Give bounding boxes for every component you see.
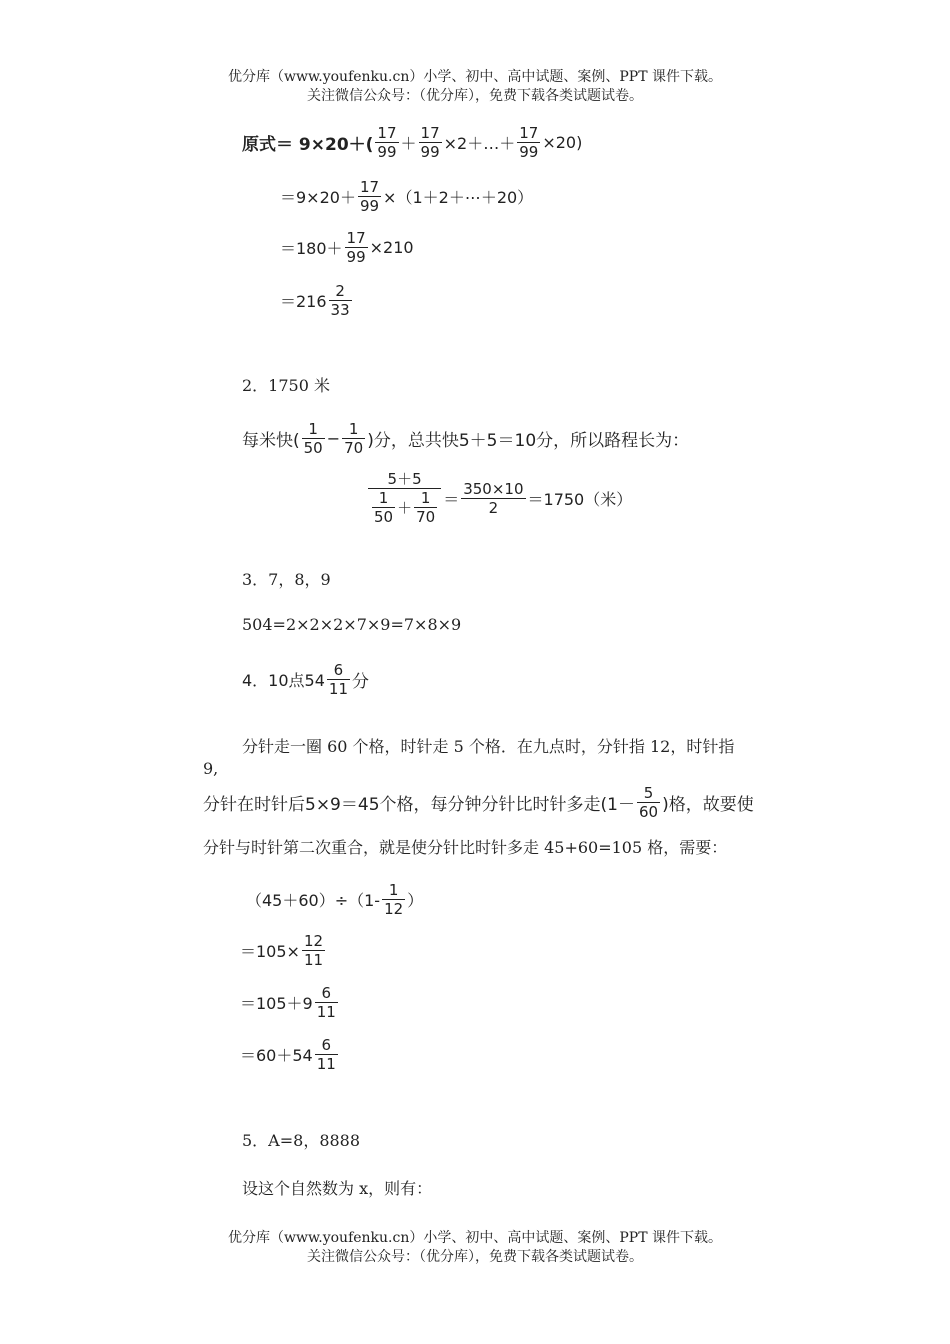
- fraction: [461, 480, 525, 517]
- equals-sign: ＝: [443, 489, 460, 509]
- s4-c2-a: ＝105×: [240, 942, 300, 961]
- fraction: [382, 881, 405, 918]
- numerator: 1: [308, 420, 318, 438]
- s1-line-4: [280, 282, 354, 319]
- denominator: 99: [519, 143, 539, 161]
- denominator: 70: [344, 439, 364, 457]
- numerator: 17: [377, 124, 397, 142]
- fraction: [517, 124, 540, 161]
- s3-work: 504=2×2×2×7×9=7×8×9: [242, 615, 462, 634]
- s4-c3-a: ＝105＋9: [240, 994, 313, 1013]
- s4-answer-b: 分: [352, 672, 369, 692]
- header-line-1: 优分库（www.youfenku.cn）小学、初中、高中试题、案例、PPT 课件下载。: [227, 69, 722, 85]
- denominator: 2: [488, 498, 499, 517]
- fraction: [345, 229, 368, 266]
- numerator: 6: [321, 1036, 332, 1054]
- numerator: 1: [348, 420, 359, 438]
- denominator: 99: [420, 143, 440, 161]
- fraction: [315, 1036, 338, 1073]
- fraction: [342, 420, 365, 457]
- s4-paragraph-2: [203, 784, 754, 821]
- page-header: [0, 68, 950, 106]
- numerator: 5＋5: [387, 470, 422, 488]
- footer-line-1: 优分库（www.youfenku.cn）小学、初中、高中试题、案例、PPT 课件下载。: [227, 1230, 722, 1246]
- s2-line-1: [242, 420, 689, 457]
- numerator: 350×10: [463, 479, 524, 498]
- fraction: [358, 178, 381, 215]
- denominator: 50: [303, 439, 323, 457]
- s5-paragraph-1: 设这个自然数为 x，则有：: [242, 1179, 433, 1198]
- s1-l2-a: ＝9×20＋: [280, 188, 356, 207]
- fraction: [375, 124, 398, 161]
- s1-l1-c: ×2＋…＋: [443, 134, 516, 153]
- s4-calc-3: [240, 984, 340, 1021]
- numerator: 6: [333, 661, 344, 679]
- denominator: 11: [316, 1055, 336, 1073]
- s4-p2-b: )格，故要使: [662, 795, 754, 815]
- denominator: [368, 489, 441, 526]
- denominator: 11: [303, 951, 324, 969]
- s4-calc-2: [240, 932, 327, 969]
- numerator: 1: [378, 489, 389, 507]
- s1-l1-a: 原式＝ 9×20＋(: [242, 135, 374, 155]
- s1-l1-b: ＋: [400, 134, 417, 153]
- s4-paragraph-1b: 9,: [203, 759, 219, 778]
- denominator: 60: [638, 803, 659, 821]
- fraction: [327, 661, 350, 698]
- fraction: [315, 984, 338, 1021]
- numerator: 17: [519, 124, 539, 142]
- s4-calc-1: [246, 881, 423, 918]
- denominator: 12: [384, 900, 404, 918]
- denominator: 11: [316, 1003, 336, 1021]
- numerator: 2: [335, 282, 345, 300]
- numerator: 17: [359, 178, 380, 196]
- fraction: [637, 784, 660, 821]
- fraction: [419, 124, 442, 161]
- s2-result: ＝1750（米）: [527, 489, 633, 509]
- s4-c1-b: ）: [407, 891, 424, 910]
- s1-line-1: [242, 124, 582, 161]
- denominator: 33: [330, 301, 350, 319]
- s4-c4-a: ＝60＋54: [240, 1046, 313, 1065]
- s2-l1-c: )分，总共快5＋5＝10分，所以路程长为：: [367, 431, 690, 451]
- page-footer: [0, 1229, 950, 1267]
- s2-answer: 2．1750 米: [242, 376, 330, 395]
- plus-sign: ＋: [397, 498, 413, 517]
- compound-fraction: [368, 470, 441, 526]
- fraction: [302, 932, 325, 969]
- s4-p2-a: 分针在时针后5×9＝45个格，每分钟分针比时针多走(1－: [203, 795, 635, 815]
- denominator: 50: [374, 508, 394, 526]
- denominator: 70: [416, 508, 436, 526]
- numerator: 1: [420, 489, 431, 507]
- numerator: 17: [420, 124, 440, 142]
- s2-line-2: [366, 470, 632, 526]
- fraction: [372, 489, 395, 526]
- header-line-2: 关注微信公众号：（优分库），免费下载各类试题试卷。: [307, 88, 643, 104]
- s1-line-3: [280, 229, 414, 266]
- fraction: [302, 420, 325, 457]
- fraction: [329, 282, 352, 319]
- denominator: 99: [377, 143, 397, 161]
- numerator: 17: [346, 229, 366, 247]
- s5-answer: 5．A=8，8888: [242, 1131, 361, 1150]
- s4-c1-a: （45＋60）÷（1-: [246, 891, 381, 910]
- footer-line-2: 关注微信公众号：（优分库），免费下载各类试题试卷。: [307, 1249, 643, 1265]
- numerator: 6: [321, 984, 332, 1002]
- denominator: 99: [346, 248, 366, 266]
- s2-l1-b: −: [326, 429, 341, 448]
- denominator: 99: [359, 197, 380, 215]
- s1-l1-d: ×20): [542, 133, 583, 152]
- s1-line-2: [280, 178, 533, 215]
- s4-answer: [242, 661, 369, 698]
- s3-answer: 3．7，8，9: [242, 570, 331, 589]
- numerator: 1: [388, 881, 399, 899]
- numerator: 12: [303, 932, 324, 950]
- s4-paragraph-1: 分针走一圈 60 个格，时针走 5 个格．在九点时，分针指 12，时针指: [242, 737, 735, 756]
- s1-l2-b: ×（1＋2＋⋯＋20）: [383, 188, 534, 207]
- s1-l3-b: ×210: [369, 238, 414, 257]
- s4-calc-4: [240, 1036, 340, 1073]
- s4-answer-a: 4．10点54: [242, 671, 325, 690]
- s2-l1-a: 每米快(: [242, 431, 300, 451]
- s1-l3-a: ＝180＋: [280, 239, 343, 258]
- numerator: 5: [643, 784, 654, 802]
- s1-l4-a: ＝216: [280, 292, 327, 311]
- s4-paragraph-3: 分针与时针第二次重合，就是使分针比时针多走 45+60=105 格，需要：: [203, 838, 728, 857]
- fraction: [414, 489, 437, 526]
- denominator: 11: [328, 680, 348, 698]
